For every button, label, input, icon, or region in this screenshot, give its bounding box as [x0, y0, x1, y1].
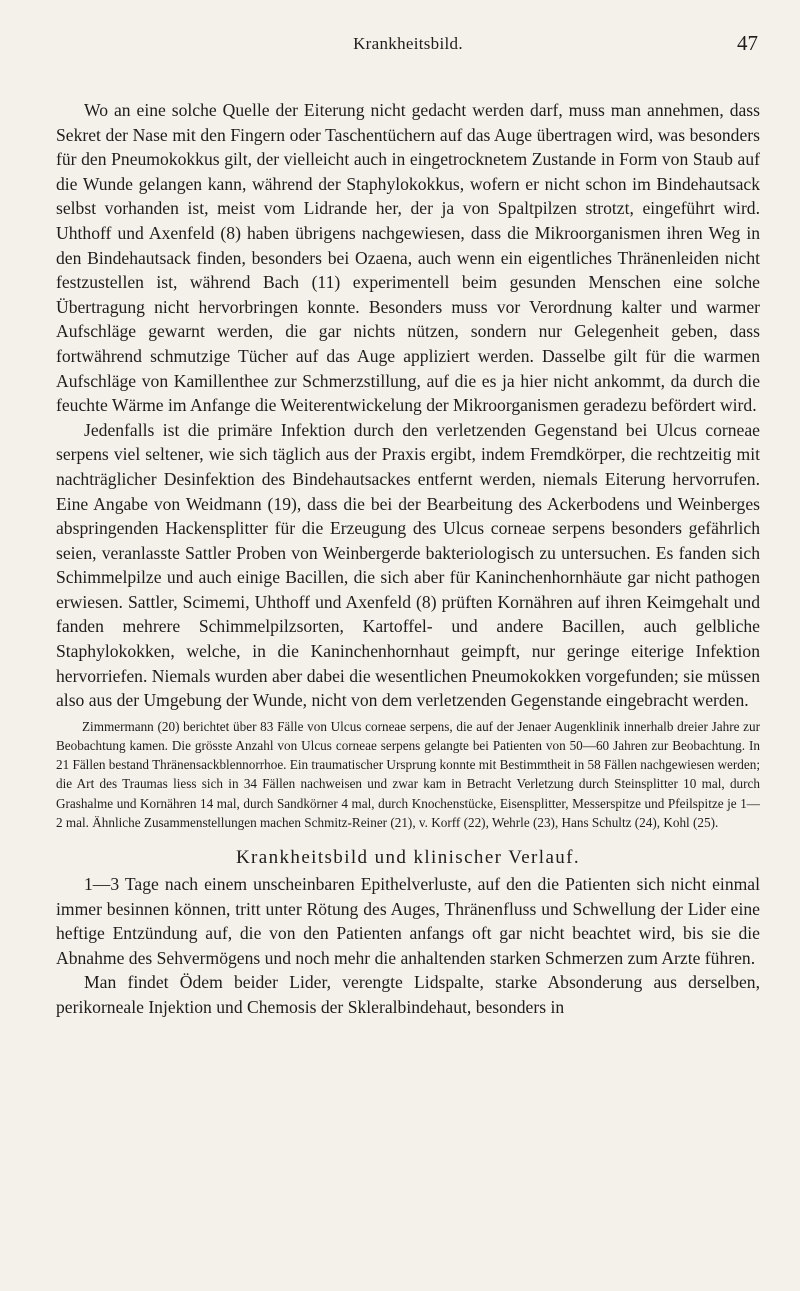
- section-heading: Krankheitsbild und klinischer Verlauf.: [235, 847, 581, 869]
- footnote: Zimmermann (20) berichtet über 83 Fälle von Ulcus corneae serpens, die auf der Jenaer Augenklinik innerhalb dreier Jahre zur Beobachtung kamen. Die grösste Anzahl von Ulcus corneae serpens gelangte bei Patienten von 50—60 Jahren zur Beobachtung. In 21 Fällen bestand Thränensackblennorrhoe. Ein traumatischer Ursprung konnte mit Bestimmtheit in 58 Fällen nachgewiesen werden; die Art des Traumas liess sich in 34 Fällen nachweisen und zwar kam in Betracht Verletzung durch Steinsplitter 10 mal, durch Grashalme und Kornähren 14 mal, durch Sandkörner 4 mal, durch Knochenstücke, Eisensplitter, Messerspitze und Pfeilspitze je 1—2 mal. Ähnliche Zusammenstellungen machen Schmitz-Reiner (21), v. Korff (22), Wehrle (23), Hans Schultz (24), Kohl (25).: [56, 718, 761, 830]
- paragraph: Jedenfalls ist die primäre Infektion durch den verletzenden Gegenstand bei Ulcus corneae serpens viel seltener, wie sich täglich aus der Praxis ergibt, indem Fremdkörper, die rechtzeitig mit nachträglicher Desinfektion des Bindehautsackes entfernt werden, niemals Eiterung hervorrufen. Eine Angabe von Weidmann (19), dass die bei der Bearbeitung des Ackerbodens und Weinberges abspringenden Hackensplitter für die Erzeugung des Ulcus corneae serpens besonders gefährlich seien, veranlasste Sattler Proben von Weinbergerde bakteriologisch zu untersuchen. Es fanden sich Schimmelpilze und auch einige Bacillen, die sich aber für Kaninchenhornhäute gar nicht pathogen erwiesen. Sattler, Scimemi, Uhthoff und Axenfeld (8) prüften Kornähren auf ihren Keimgehalt und fanden mehrere Schimmelpilzsorten, Kartoffel- und andere Bacillen, auch gelbliche Staphylokokken, welche, in die Kaninchenhornhaut geimpft, nur geringe eiterige Infektion hervorriefen. Niemals wurden aber dabei die wesentlichen Pneumokokken vorgefunden; sie müssen also aus der Umgebung der Wunde, nicht von dem verletzenden Gegenstande eingebracht werden.: [56, 419, 760, 711]
- paragraph: Man findet Ödem beider Lider, verengte Lidspalte, starke Absonderung aus derselben, perikorneale Injektion und Chemosis der Skleralbindehaut, besonders in: [56, 972, 760, 1018]
- paragraph: 1—3 Tage nach einem unscheinbaren Epithelverluste, auf den die Patienten sich nicht einmal immer besinnen können, tritt unter Rötung des Auges, Thränenfluss und Schwellung der Lider eine heftige Entzündung auf, die von den Patienten anfangs oft gar nicht beachtet wird, bis sie die Abnahme des Sehvermögens und noch mehr die anhaltenden starken Schmerzen zum Arzte führen.: [56, 874, 760, 968]
- page-header: [56, 31, 760, 64]
- main-text: [56, 98, 760, 713]
- section-text: [56, 872, 760, 1020]
- paragraph: Wo an eine solche Quelle der Eiterung nicht gedacht werden darf, muss man annehmen, dass Sekret der Nase mit den Fingern oder Taschentüchern auf das Auge übertragen wird, was besonders für den Pneumokokkus gilt, der vielleicht auch in eingetrocknetem Zustande in Form von Staub auf die Wunde gelangen kann, während der Staphylokokkus, wofern er nicht schon im Bindehautsack selbst vorhanden ist, meist vom Lidrande her, der ja von Spaltpilzen strotzt, eingeführt wird. Uhthoff und Axenfeld (8) haben übrigens nachgewiesen, dass die Mikroorganismen ihren Weg in den Bindehautsack finden, besonders bei Ozaena, auch wenn ein eigentliches Thränenleiden nicht festzustellen ist, während Bach (11) experimentell beim gesunden Menschen eine solche Übertragung nicht hervorbringen konnte. Besonders muss vor Verordnung kalter und warmer Aufschläge gewarnt werden, die gar nichts nützen, sondern nur Gelegenheit geben, dass fortwährend schmutzige Tücher auf das Auge appliziert werden. Dasselbe gilt für die warmen Aufschläge von Kamillenthee zur Schmerzstillung, auf die es ja hier nicht ankommt, da durch die feuchte Wärme im Anfange die Weiterentwickelung der Mikroorganismen geradezu befördert wird.: [56, 100, 760, 416]
- page-number: 47: [737, 31, 758, 55]
- running-title: Krankheitsbild.: [353, 34, 463, 53]
